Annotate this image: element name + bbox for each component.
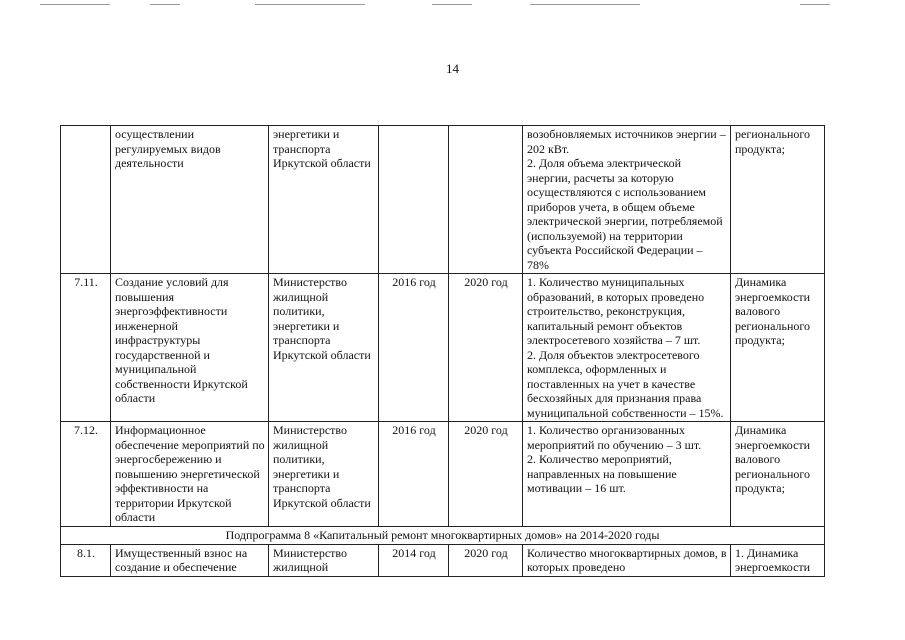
start-year: 2016 год xyxy=(379,422,449,527)
end-year: 2020 год xyxy=(449,422,523,527)
row-number: 7.12. xyxy=(61,422,111,527)
activity-name: Имущественный взнос на создание и обеспечение xyxy=(111,544,269,576)
scan-mark xyxy=(40,4,110,5)
activity-name: Создание условий для повышения энергоэффективности инженерной инфраструктуры государственной и муниципальной собственности Иркутской области xyxy=(111,274,269,422)
scan-edge-marks xyxy=(0,0,905,10)
target-indicators: Динамика энергоемкости валового регионального продукта; xyxy=(731,274,825,422)
table-row xyxy=(61,126,825,274)
scan-mark xyxy=(530,4,640,5)
page-number: 14 xyxy=(446,61,459,76)
expected-results: возобновляемых источников энергии – 202 кВт. 2. Доля объема электрической энергии, расчеты за которую осуществляются с использованием приборов учета, в общем объеме электрической энергии, потребляемой (используемой) на территории субъекта Российской Федерации – 78% xyxy=(523,126,731,274)
scan-mark xyxy=(150,4,180,5)
row-number: 8.1. xyxy=(61,544,111,576)
start-year xyxy=(379,126,449,274)
start-year: 2016 год xyxy=(379,274,449,422)
end-year xyxy=(449,126,523,274)
executor: Министерство жилищной политики, энергетики и транспорта Иркутской области xyxy=(269,274,379,422)
row-number xyxy=(61,126,111,274)
executor: энергетики и транспорта Иркутской области xyxy=(269,126,379,274)
activity-name: осуществлении регулируемых видов деятельности xyxy=(111,126,269,274)
target-indicators: Динамика энергоемкости валового регионального продукта; xyxy=(731,422,825,527)
expected-results: 1. Количество организованных мероприятий по обучению – 3 шт. 2. Количество мероприятий, направленных на повышение мотивации – 16 шт. xyxy=(523,422,731,527)
scan-mark xyxy=(432,4,472,5)
table-row xyxy=(61,544,825,576)
expected-results: Количество многоквартирных домов, в которых проведено xyxy=(523,544,731,576)
table-row xyxy=(61,422,825,527)
expected-results: 1. Количество муниципальных образований, в которых проведено строительство, реконструкция, капитальный ремонт объектов электросетевого хозяйства – 7 шт. 2. Доля объектов электросетевого комплекса, оформленных и поставленных на учет в качестве бесхозяйных для признания права муниципальной собственности – 15%. xyxy=(523,274,731,422)
target-indicators: регионального продукта; xyxy=(731,126,825,274)
scan-mark xyxy=(255,4,365,5)
executor: Министерство жилищной xyxy=(269,544,379,576)
target-indicators: 1. Динамика энергоемкости xyxy=(731,544,825,576)
scan-mark xyxy=(800,4,830,5)
end-year: 2020 год xyxy=(449,274,523,422)
row-number: 7.11. xyxy=(61,274,111,422)
subprogram-heading-row xyxy=(61,527,825,545)
activities-table xyxy=(60,125,825,577)
end-year: 2020 год xyxy=(449,544,523,576)
subprogram-heading: Подпрограмма 8 «Капитальный ремонт многоквартирных домов» на 2014-2020 годы xyxy=(61,527,825,545)
executor: Министерство жилищной политики, энергетики и транспорта Иркутской области xyxy=(269,422,379,527)
table-row xyxy=(61,274,825,422)
activity-name: Информационное обеспечение мероприятий по энергосбережению и повышению энергетической эффективности на территории Иркутской области xyxy=(111,422,269,527)
start-year: 2014 год xyxy=(379,544,449,576)
